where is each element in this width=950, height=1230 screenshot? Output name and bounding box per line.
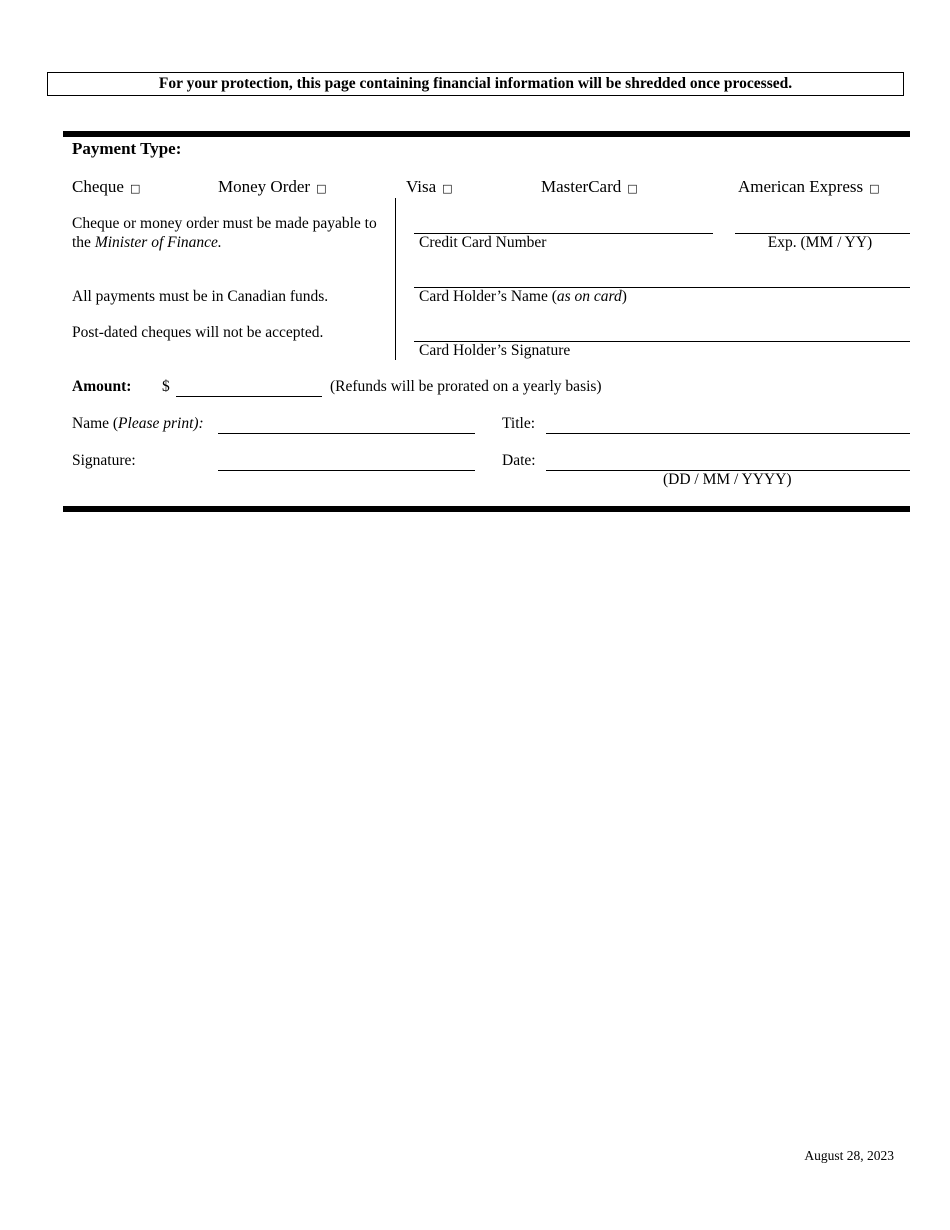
bottom-divider	[63, 506, 910, 512]
card-holder-signature-label: Card Holder’s Signature	[419, 342, 571, 359]
money-order-checkbox[interactable]: □	[316, 182, 327, 195]
payable-instruction-line2	[72, 234, 222, 252]
visa-checkbox[interactable]: □	[442, 182, 453, 195]
option-visa[interactable]	[406, 177, 453, 199]
footer-date: August 28, 2023	[804, 1148, 894, 1163]
amount-field[interactable]	[176, 396, 322, 397]
payee-name: Minister of Finance.	[94, 234, 222, 251]
amex-checkbox[interactable]: □	[869, 182, 880, 195]
expiry-label: Exp. (MM / YY)	[767, 234, 873, 251]
name-label-hint: Please print):	[118, 415, 204, 432]
date-format-hint: (DD / MM / YYYY)	[663, 471, 792, 488]
payment-type-heading: Payment Type:	[72, 139, 182, 158]
signature-field[interactable]	[218, 470, 475, 471]
date-label: Date:	[502, 452, 536, 469]
amount-label: Amount:	[72, 378, 132, 395]
name-label-text: Name (	[72, 415, 119, 432]
post-dated-note: Post-dated cheques will not be accepted.	[72, 324, 324, 341]
payable-instruction-line1: Cheque or money order must be made payable to	[72, 215, 377, 232]
currency-symbol: $	[162, 378, 170, 395]
card-holder-name-close: )	[621, 288, 627, 305]
card-holder-name-label	[419, 288, 627, 306]
title-label: Title:	[502, 415, 536, 432]
option-money-order[interactable]	[218, 177, 326, 199]
option-cheque[interactable]	[72, 177, 140, 199]
payable-prefix: the	[72, 234, 91, 251]
signature-label: Signature:	[72, 452, 136, 469]
card-holder-name-hint: as on card	[556, 288, 622, 305]
option-mastercard-label: MasterCard	[541, 177, 622, 196]
option-amex-label: American Express	[738, 177, 864, 196]
column-divider	[395, 198, 396, 360]
option-mastercard[interactable]	[541, 177, 638, 199]
option-american-express[interactable]	[738, 177, 880, 199]
canadian-funds-note: All payments must be in Canadian funds.	[72, 288, 329, 305]
credit-card-number-label: Credit Card Number	[419, 234, 547, 251]
mastercard-checkbox[interactable]: □	[627, 182, 638, 195]
top-divider	[63, 131, 910, 137]
card-holder-name-text: Card Holder’s Name (	[419, 288, 557, 305]
cheque-checkbox[interactable]: □	[129, 182, 141, 195]
name-label	[72, 415, 204, 433]
protection-notice: For your protection, this page containing financial information will be shredded once processed.	[47, 72, 904, 96]
option-visa-label: Visa	[406, 177, 437, 196]
option-money-order-label: Money Order	[218, 177, 311, 196]
option-cheque-label: Cheque	[72, 177, 124, 196]
name-field[interactable]	[218, 433, 475, 434]
refund-note: (Refunds will be prorated on a yearly basis)	[330, 378, 602, 395]
title-field[interactable]	[546, 433, 910, 434]
